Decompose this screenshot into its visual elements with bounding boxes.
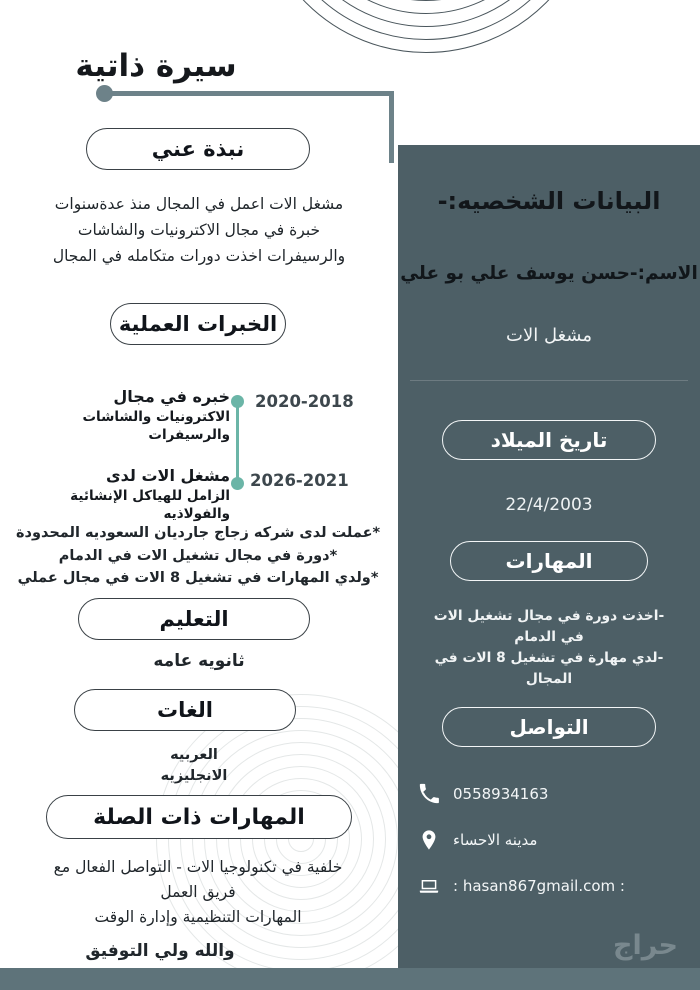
related-skills-line-3: المهارات التنظيمية وإدارة الوقت	[94, 908, 302, 926]
bottom-bar	[0, 968, 700, 990]
section-header-birthdate: تاريخ الميلاد	[442, 420, 656, 460]
education-value: ثانويه عامه	[153, 651, 245, 671]
section-header-education: التعليم	[78, 598, 310, 640]
location-pin-icon	[418, 829, 440, 851]
experience-role-2	[8, 465, 230, 523]
experience-bullet-1: *عملت لدى شركه زجاج جارديان السعوديه المحدودة	[15, 525, 381, 541]
experience-role-title-1: خبره في مجال	[113, 387, 230, 406]
experience-role-detail-2: الزامل للهياكل الإنشائية والفولاذيه	[70, 487, 230, 522]
skills-line-3: -لدي مهارة في تشغيل 8 الات في المجال	[434, 650, 664, 687]
related-skills-line-1: خلفية في تكنولوجيا الات - التواصل الفعال مع	[53, 858, 343, 876]
watermark	[578, 930, 678, 964]
contact-row-email[interactable]	[418, 875, 625, 897]
experience-bullet-3: *ولدي المهارات في تشغيل 8 الات في مجال عملي	[17, 570, 379, 586]
person-name: الاسم:-حسن يوسف علي بو علي	[400, 263, 698, 284]
experience-years-2: 2026-2021	[250, 471, 349, 490]
section-header-about: نبذة عني	[86, 128, 310, 170]
laptop-icon	[418, 875, 440, 897]
experience-years-1: 2020-2018	[255, 392, 354, 411]
birthdate-value: 22/4/2003	[505, 495, 593, 515]
phone-icon	[418, 783, 440, 805]
section-header-languages: الغات	[74, 689, 296, 731]
section-header-experience: الخبرات العملية	[110, 303, 286, 345]
experience-role-title-2: مشغل الات لدى	[105, 466, 230, 485]
skills-line-2: في الدمام	[514, 629, 584, 645]
timeline-dot-2	[231, 477, 244, 490]
about-line-1: مشغل الات اعمل في المجال منذ عدةسنوات	[54, 195, 344, 213]
watermark-text: حراج	[613, 930, 678, 961]
page-title: سيرة ذاتية	[75, 48, 237, 84]
contact-row-location[interactable]	[418, 829, 537, 851]
decorative-rings-top-right	[425, 0, 675, 132]
experience-bullet-2: *دورة في مجال تشغيل الات في الدمام	[58, 548, 338, 564]
left-edge-strip	[0, 0, 6, 968]
related-skills-line-2: فريق العمل	[160, 883, 236, 901]
language-item-2: الانجليزيه	[160, 768, 228, 784]
language-item-1: العربيه	[170, 747, 218, 763]
contact-row-phone[interactable]	[418, 783, 548, 805]
experience-role-1	[8, 386, 230, 444]
closing-statement: والله ولي التوفيق	[85, 941, 235, 961]
right-panel-content	[398, 145, 700, 968]
skills-line-1: -اخذت دورة في مجال تشغيل الات	[433, 608, 665, 624]
contact-location-value: مدينه الاحساء	[453, 831, 538, 849]
experience-role-detail-1: الاكترونيات والشاشات والرسيفرات	[82, 408, 230, 443]
section-header-related-skills: المهارات ذات الصلة	[46, 795, 352, 839]
about-line-2: خبرة في مجال الاكترونيات والشاشات	[77, 221, 321, 239]
timeline-line	[236, 400, 239, 484]
personal-info-heading: البيانات الشخصيه:-	[437, 187, 661, 215]
person-job-title: مشغل الات	[506, 325, 592, 346]
timeline-dot-1	[231, 395, 244, 408]
section-header-skills: المهارات	[450, 541, 648, 581]
section-header-contact: التواصل	[442, 707, 656, 747]
contact-phone-value: 0558934163	[453, 785, 549, 803]
about-line-3: والرسيفرات اخذت دورات متكامله في المجال	[52, 247, 346, 265]
contact-email-value: : hasan867gmail.com :	[453, 877, 625, 895]
